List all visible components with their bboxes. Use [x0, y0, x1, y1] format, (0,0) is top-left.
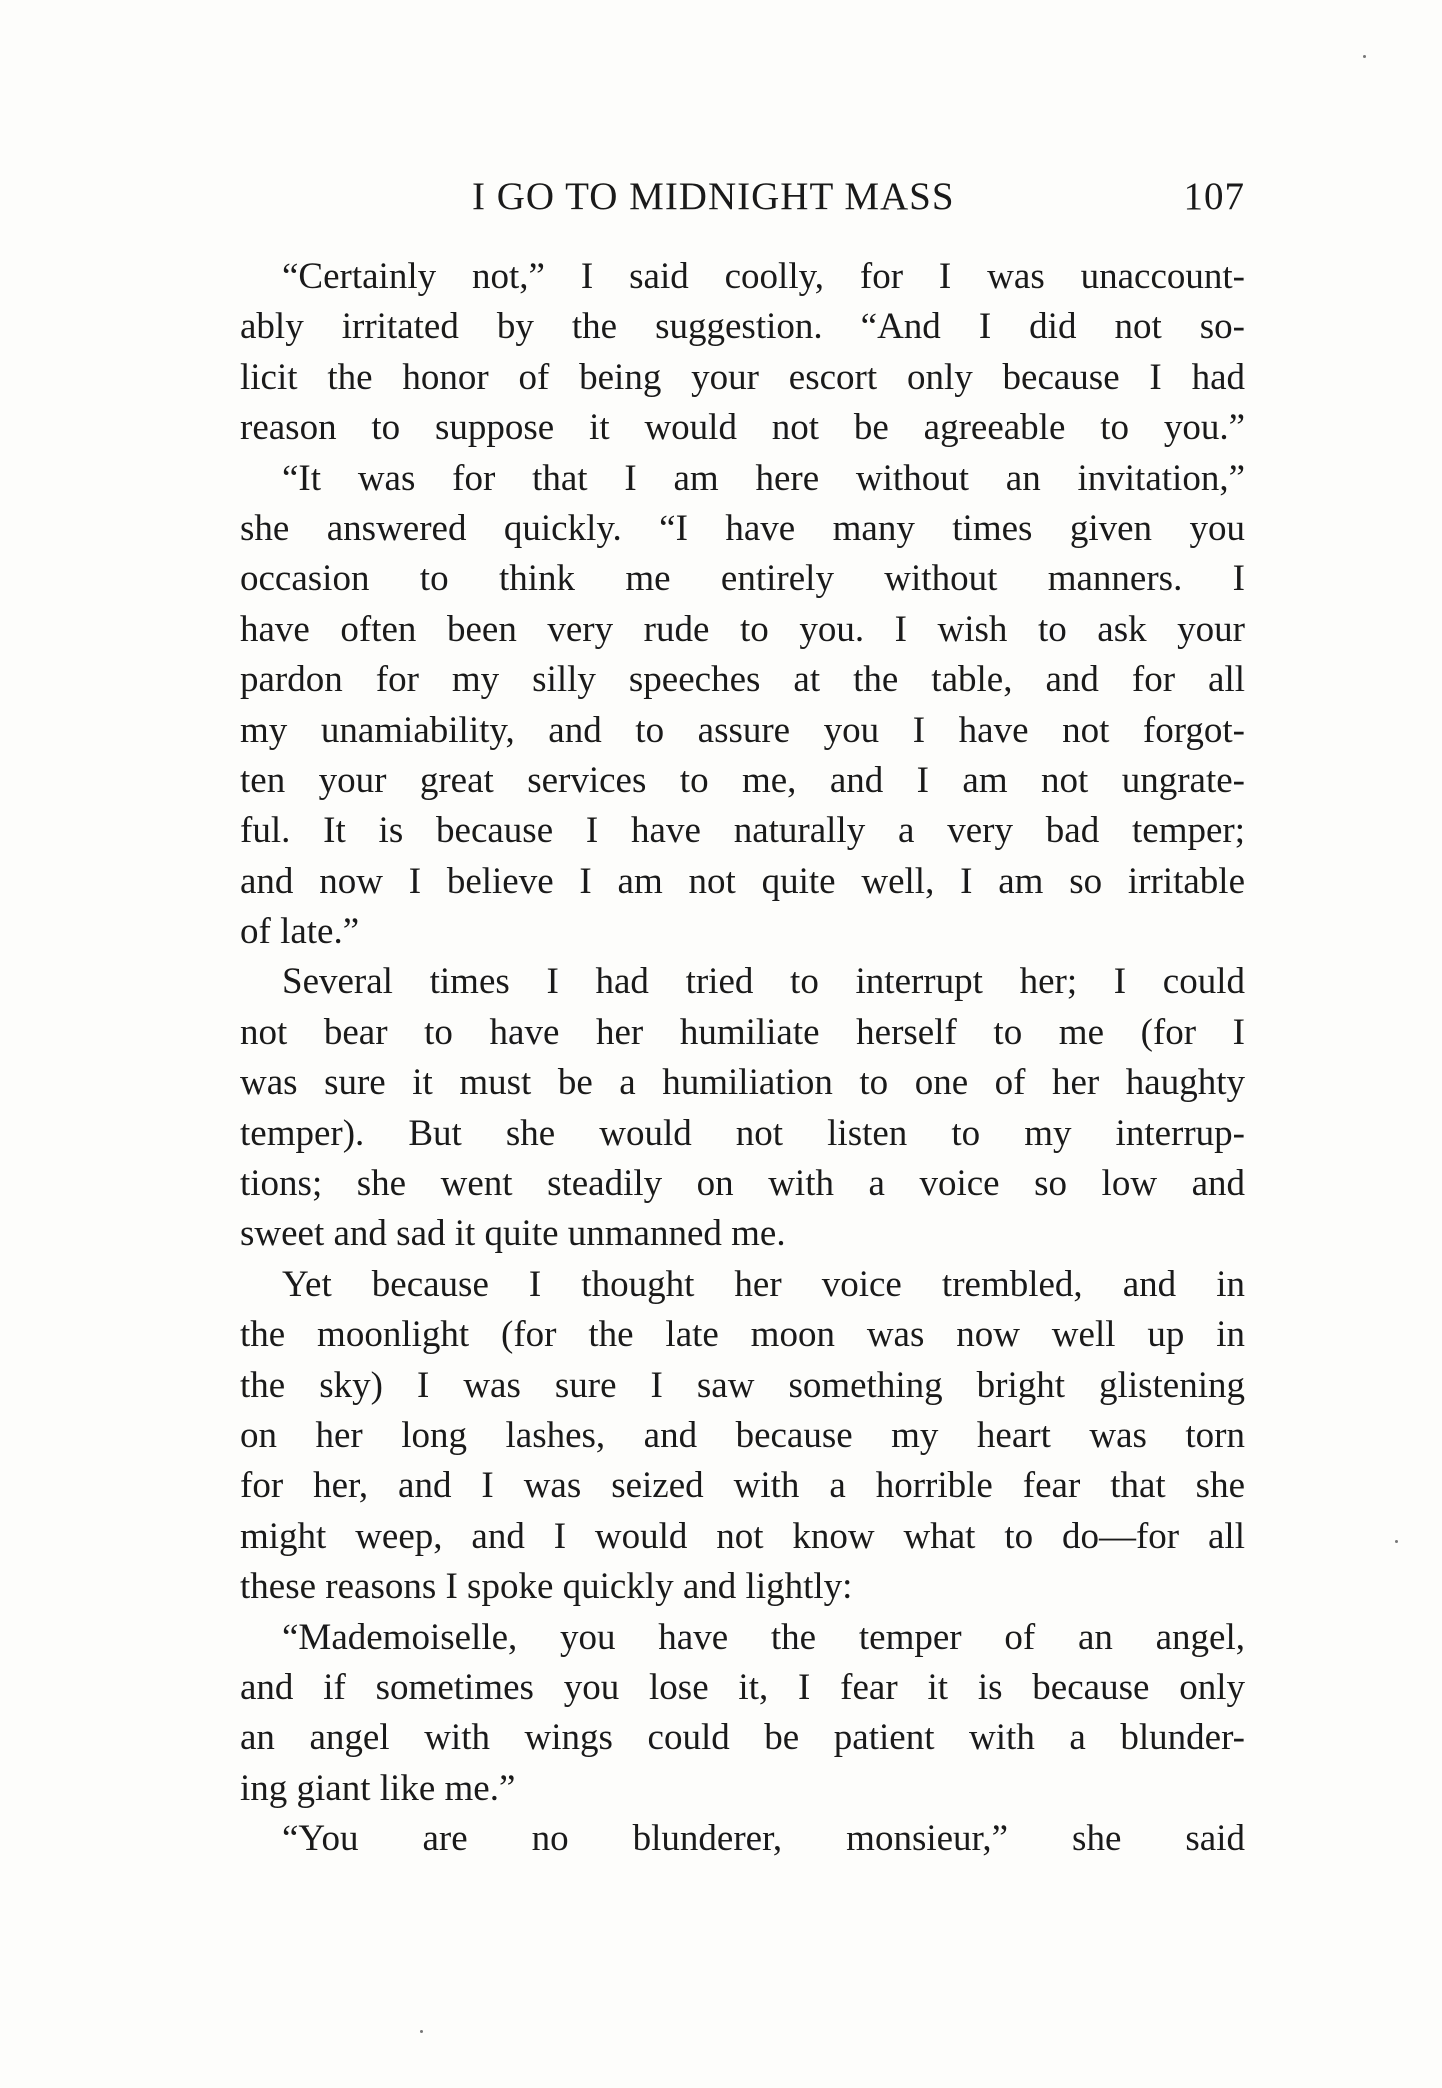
text-line: ably irritated by the suggestion. “And I did not so- — [240, 306, 1245, 348]
text-line: and now I believe I am not quite well, I am so irritable — [240, 860, 1245, 902]
chapter-title: I GO TO MIDNIGHT MASS — [472, 175, 955, 218]
text-line: “Certainly not,” I said coolly, for I was unaccount- — [282, 256, 1245, 297]
text-line: pardon for my silly speeches at the table, and for all — [240, 659, 1245, 701]
text-line: occasion to think me entirely without manners. I — [240, 558, 1245, 600]
text-line: have often been very rude to you. I wish to ask your — [240, 608, 1245, 650]
text-line: ing giant like me.” — [240, 1767, 516, 1809]
text-line: she answered quickly. “I have many times given you — [240, 507, 1245, 549]
text-line: ten your great services to me, and I am not ungrate- — [240, 759, 1245, 801]
text-line: the sky) I was sure I saw something bright glistening — [240, 1364, 1245, 1406]
text-line: “Mademoiselle, you have the temper of an angel, — [282, 1616, 1245, 1658]
text-line: Several times I had tried to interrupt her; I could — [282, 961, 1245, 1003]
text-line: not bear to have her humiliate herself to me (for I — [240, 1011, 1245, 1053]
text-line: was sure it must be a humiliation to one of her haughty — [240, 1062, 1245, 1104]
page-number: 107 — [1183, 175, 1245, 218]
text-line: of late.” — [240, 911, 360, 953]
text-line: and if sometimes you lose it, I fear it is because only — [240, 1666, 1245, 1708]
running-header — [240, 174, 1245, 222]
text-line: temper). But she would not listen to my interrup- — [240, 1112, 1245, 1154]
text-line: for her, and I was seized with a horrible fear that she — [240, 1465, 1245, 1507]
text-line: an angel with wings could be patient with a blunder- — [240, 1717, 1245, 1759]
body-text — [240, 252, 1245, 1865]
paper-speck — [1363, 55, 1366, 58]
text-line: ful. It is because I have naturally a very bad temper; — [240, 810, 1245, 852]
text-line: tions; she went steadily on with a voice so low and — [240, 1163, 1245, 1205]
text-line: sweet and sad it quite unmanned me. — [240, 1213, 786, 1255]
text-line: “You are no blunderer, monsieur,” she said — [282, 1818, 1245, 1860]
text-line: “It was for that I am here without an invitation,” — [282, 457, 1245, 499]
text-line: might weep, and I would not know what to do—for all — [240, 1515, 1245, 1557]
text-line: licit the honor of being your escort only because I had — [240, 356, 1245, 398]
text-line: these reasons I spoke quickly and lightly: — [240, 1566, 853, 1608]
text-line: the moonlight (for the late moon was now well up in — [240, 1314, 1245, 1356]
text-line: on her long lashes, and because my heart was torn — [240, 1414, 1245, 1456]
text-line: reason to suppose it would not be agreeable to you.” — [240, 407, 1245, 449]
text-line: Yet because I thought her voice trembled, and in — [282, 1263, 1245, 1305]
paper-speck — [420, 2030, 423, 2033]
text-line: my unamiability, and to assure you I have not forgot- — [240, 709, 1245, 751]
paper-speck — [1395, 1540, 1398, 1543]
